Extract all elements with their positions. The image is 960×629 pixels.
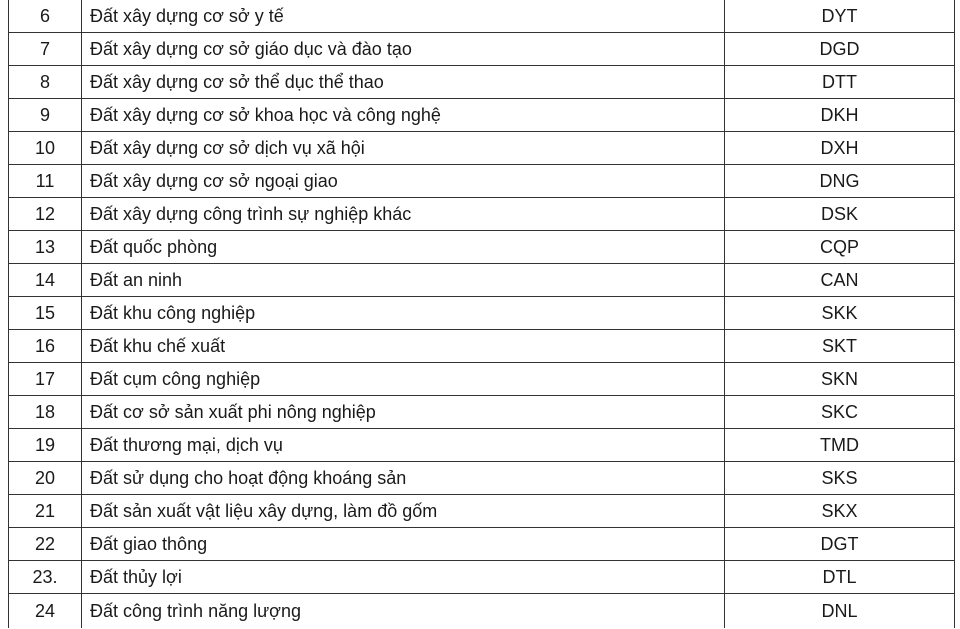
land-type-name-cell: Đất công trình năng lượng [82, 594, 725, 629]
row-number-cell: 17 [9, 363, 82, 396]
row-number-cell: 21 [9, 495, 82, 528]
land-type-name-cell: Đất xây dựng công trình sự nghiệp khác [82, 198, 725, 231]
land-type-code-cell: SKS [725, 462, 955, 495]
land-type-code-cell: SKN [725, 363, 955, 396]
land-type-code-cell: SKX [725, 495, 955, 528]
land-type-name-cell: Đất xây dựng cơ sở ngoại giao [82, 165, 725, 198]
table-row [9, 396, 955, 429]
row-number-cell: 7 [9, 33, 82, 66]
row-number-cell: 13 [9, 231, 82, 264]
row-number-cell: 23. [9, 561, 82, 594]
land-type-code-cell: SKC [725, 396, 955, 429]
row-number-cell: 16 [9, 330, 82, 363]
land-type-code-cell: DGD [725, 33, 955, 66]
land-type-name-cell: Đất giao thông [82, 528, 725, 561]
row-number-cell: 10 [9, 132, 82, 165]
table-row [9, 132, 955, 165]
row-number-cell: 9 [9, 99, 82, 132]
row-number-cell: 11 [9, 165, 82, 198]
land-type-code-cell: DTT [725, 66, 955, 99]
land-type-name-cell: Đất xây dựng cơ sở y tế [82, 0, 725, 33]
table-row [9, 165, 955, 198]
table-row [9, 66, 955, 99]
table-row [9, 264, 955, 297]
land-type-name-cell: Đất xây dựng cơ sở thể dục thể thao [82, 66, 725, 99]
land-type-name-cell: Đất khu công nghiệp [82, 297, 725, 330]
land-type-code-cell: DSK [725, 198, 955, 231]
land-type-name-cell: Đất cơ sở sản xuất phi nông nghiệp [82, 396, 725, 429]
table-row [9, 330, 955, 363]
row-number-cell: 24 [9, 594, 82, 629]
land-use-table-body [9, 0, 955, 628]
land-type-code-cell: SKT [725, 330, 955, 363]
land-type-code-cell: TMD [725, 429, 955, 462]
table-row [9, 561, 955, 594]
table-row [9, 594, 955, 629]
land-type-code-cell: DNL [725, 594, 955, 629]
table-row [9, 198, 955, 231]
table-row [9, 429, 955, 462]
land-type-code-cell: DXH [725, 132, 955, 165]
land-type-code-cell: CQP [725, 231, 955, 264]
row-number-cell: 19 [9, 429, 82, 462]
land-type-code-cell: DGT [725, 528, 955, 561]
land-type-name-cell: Đất xây dựng cơ sở khoa học và công nghệ [82, 99, 725, 132]
land-type-name-cell: Đất xây dựng cơ sở giáo dục và đào tạo [82, 33, 725, 66]
land-type-code-cell: DTL [725, 561, 955, 594]
row-number-cell: 6 [9, 0, 82, 33]
land-use-table [8, 0, 955, 628]
land-type-name-cell: Đất sử dụng cho hoạt động khoáng sản [82, 462, 725, 495]
land-type-name-cell: Đất thương mại, dịch vụ [82, 429, 725, 462]
row-number-cell: 12 [9, 198, 82, 231]
land-type-name-cell: Đất an ninh [82, 264, 725, 297]
land-type-code-cell: DYT [725, 0, 955, 33]
table-row [9, 231, 955, 264]
row-number-cell: 15 [9, 297, 82, 330]
land-type-name-cell: Đất xây dựng cơ sở dịch vụ xã hội [82, 132, 725, 165]
land-type-name-cell: Đất thủy lợi [82, 561, 725, 594]
table-row [9, 462, 955, 495]
row-number-cell: 14 [9, 264, 82, 297]
land-type-code-cell: DKH [725, 99, 955, 132]
table-row [9, 495, 955, 528]
table-row [9, 33, 955, 66]
row-number-cell: 18 [9, 396, 82, 429]
table-row [9, 528, 955, 561]
table-row [9, 297, 955, 330]
row-number-cell: 8 [9, 66, 82, 99]
row-number-cell: 22 [9, 528, 82, 561]
land-type-name-cell: Đất cụm công nghiệp [82, 363, 725, 396]
land-type-code-cell: DNG [725, 165, 955, 198]
table-row [9, 363, 955, 396]
land-type-name-cell: Đất khu chế xuất [82, 330, 725, 363]
row-number-cell: 20 [9, 462, 82, 495]
land-type-name-cell: Đất quốc phòng [82, 231, 725, 264]
land-type-code-cell: SKK [725, 297, 955, 330]
table-row [9, 99, 955, 132]
land-type-code-cell: CAN [725, 264, 955, 297]
table-row [9, 0, 955, 33]
land-type-name-cell: Đất sản xuất vật liệu xây dựng, làm đồ gốm [82, 495, 725, 528]
